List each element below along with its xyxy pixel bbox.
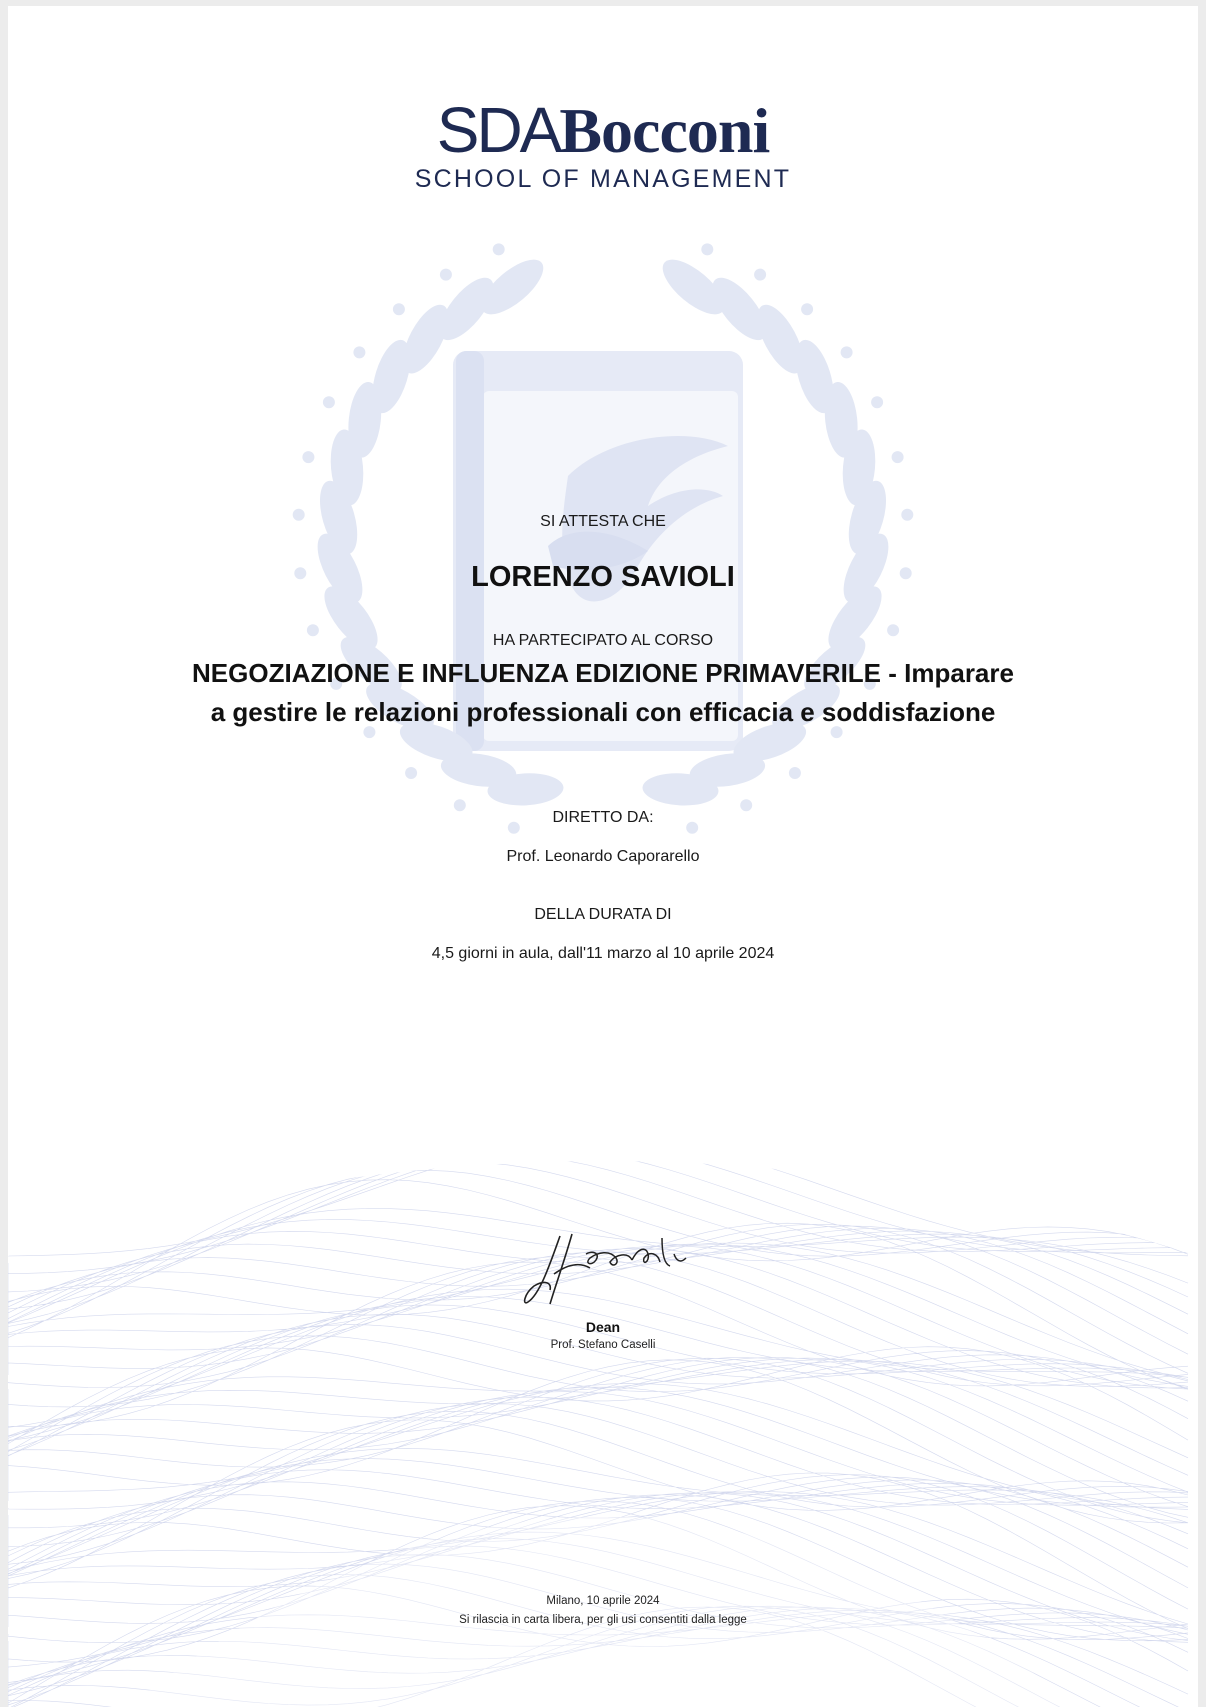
logo-sda-text: SDA (436, 94, 560, 166)
course-title (128, 654, 1078, 732)
signatory-name: Prof. Stefano Caselli (550, 1339, 656, 1351)
legal-note: Si rilascia in carta libera, per gli usi consentiti dalla legge (459, 1614, 747, 1626)
participation-label: HA PARTECIPATO AL CORSO (492, 632, 714, 649)
certificate-page (8, 6, 1198, 1707)
logo-subtitle: SCHOOL OF MANAGEMENT (414, 165, 792, 193)
dean-signature (520, 1224, 700, 1314)
course-title-line-2: a gestire le relazioni professionali con efficacia e soddisfazione (210, 697, 996, 727)
course-title-line-1: NEGOZIAZIONE E INFLUENZA EDIZIONE PRIMAVERILE - Imparare (192, 658, 1014, 688)
attest-label: SI ATTESTA CHE (540, 513, 666, 530)
duration-value: 4,5 giorni in aula, dall'11 marzo al 10 aprile 2024 (431, 945, 775, 962)
directed-label: DIRETTO DA: (552, 809, 654, 826)
signatory-role: Dean (585, 1319, 621, 1335)
director-name: Prof. Leonardo Caporarello (506, 848, 700, 865)
duration-label: DELLA DURATA DI (534, 906, 672, 923)
place-date: Milano, 10 aprile 2024 (546, 1595, 660, 1607)
sda-bocconi-logo (8, 94, 1198, 194)
logo-bocconi-text: Bocconi (559, 95, 770, 166)
recipient-name: LORENZO SAVIOLI (471, 561, 735, 593)
